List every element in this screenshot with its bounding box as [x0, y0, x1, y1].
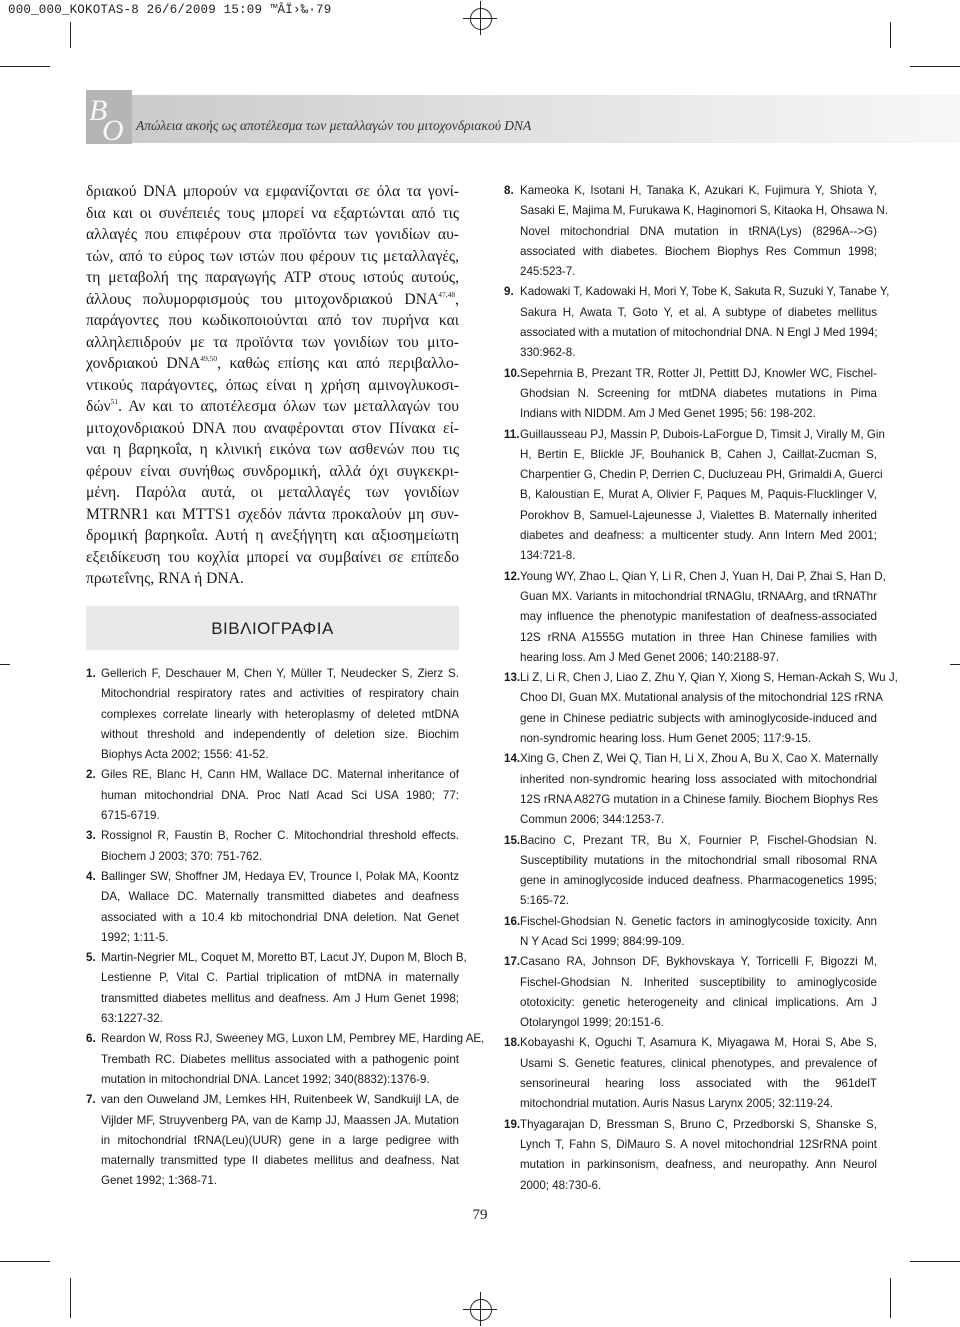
reference-line: Indians with NIDDM. Am J Med Genet 1995; 56: 198-202. — [520, 407, 816, 421]
crop-mark — [890, 22, 891, 48]
reference-item — [504, 912, 877, 953]
reference-text — [101, 948, 467, 1029]
reference-text — [520, 952, 877, 1033]
reference-line: Charpentier G, Chedin P, Derrien C, Ducluzeau PH, Grimaldi A, Guerci — [520, 468, 883, 482]
reference-line: complexes correlate linearly with heteroplasmy of deleted mtDNA — [101, 707, 459, 721]
reference-line: Li Z, Li R, Chen J, Liao Z, Zhu Y, Qian Y, Xiong S, Heman-Ackah S, Wu J, — [520, 671, 898, 685]
reference-text — [520, 364, 877, 425]
reference-item — [504, 668, 898, 749]
reference-line: Sepehrnia B, Prezant TR, Rotter JI, Pettitt DJ, Knowler WC, Fischel- — [520, 366, 877, 380]
reference-number: 16. — [504, 914, 521, 928]
reference-line: Kadowaki T, Kadowaki H, Mori Y, Tobe K, Sakuta R, Suzuki Y, Tanabe Y, — [520, 285, 890, 299]
reference-line: Sasaki E, Majima M, Furukawa K, Haginomori S, Kitaoka H, Ohsawa N. — [520, 204, 888, 218]
reference-text — [101, 1029, 485, 1090]
reference-number: 19. — [504, 1117, 521, 1131]
reference-line: Xing G, Chen Z, Wei Q, Tian H, Li X, Zhou A, Bu X, Cao X. Maternally — [520, 752, 879, 766]
reference-line: Gellerich F, Deschauer M, Chen Y, Müller T, Neudecker S, Zierz S. — [101, 667, 459, 680]
reference-line: 63:1227-32. — [101, 1012, 163, 1026]
reference-item — [504, 952, 877, 1033]
reference-line: Bacino C, Prezant TR, Bu X, Fournier P, Fischel-Ghodsian N. — [520, 833, 877, 847]
reference-line: 6715-6719. — [101, 809, 160, 823]
crop-mark — [70, 1278, 71, 1318]
reference-line: 12S rRNA A1555G mutation in three Han Chinese families with — [520, 630, 877, 644]
reference-line: human mitochondrial DNA. Proc Natl Acad Sci USA 1980; 77: — [101, 788, 459, 802]
reference-item — [504, 1033, 877, 1114]
body-line: MTRNR1 και MTTS1 σχεδόν πάντα προκαλούν μη συν- — [86, 505, 459, 523]
reference-line: Novel mitochondrial DNA mutation in tRNA(Lys) (8296A-->G) — [520, 224, 877, 238]
crop-mark — [0, 66, 50, 67]
reference-text — [520, 181, 888, 282]
reference-line: Thyagarajan D, Bressman S, Bruno C, Przedborski S, Shanske S, — [520, 1117, 877, 1131]
body-line: αλληλεπιδρούν με τα προϊόντα των γονιδίων του μιτο- — [86, 333, 459, 351]
body-line: τών, από το εύρος των ιστών που φέρουν τις μεταλλαγές, — [86, 247, 459, 265]
reference-line: 12S rRNA A827G mutation in a Chinese family. Biochem Biophys Res — [520, 792, 879, 806]
reference-number: 6. — [86, 1032, 96, 1046]
reference-line: 330:962-8. — [520, 346, 576, 360]
journal-logo-icon — [86, 90, 132, 144]
reference-line: Otolaryngol 1999; 20:151-6. — [520, 1016, 664, 1030]
reference-line: Mitochondrial respiratory rates and activities of respiratory chain — [101, 687, 459, 701]
reference-line: 2000; 48:730-6. — [520, 1178, 602, 1192]
reference-line: 134:721-8. — [520, 549, 576, 563]
reference-item — [504, 425, 885, 567]
body-line: πρωτεΐνης, RNA ή DNA. — [86, 570, 244, 587]
reference-item — [86, 765, 459, 826]
reference-line: mutation in parkinsonism, deafness, and neuropathy. Ann Neurol — [520, 1158, 877, 1172]
reference-line: Guan MX. Variants in mitochondrial tRNAGlu, tRNAArg, and tRNAThr — [520, 589, 877, 603]
reference-line: gene in aminoglycoside induced deafness. Pharmacogenetics 1995; — [520, 874, 877, 888]
reference-item — [86, 664, 459, 765]
reference-number: 10. — [504, 366, 521, 380]
reference-line: N Y Acad Sci 1999; 884:99-109. — [520, 934, 685, 948]
reference-line: Martin-Negrier ML, Coquet M, Moretto BT, Lacut JY, Dupon M, Bloch B, — [101, 951, 467, 965]
reference-list-left — [86, 664, 485, 1192]
reference-line: van den Ouweland JM, Lemkes HH, Ruitenbeek W, Sandkuijl LA, de — [101, 1093, 459, 1107]
reference-line: B, Kaloustian E, Murat A, Olivier F, Paques M, Paquis-Flucklinger V, — [520, 488, 877, 502]
reference-line: transmitted diabetes mellitus and deafness. Am J Hum Genet 1998; — [101, 991, 459, 1005]
reference-line: non-syndromic hearing loss. Hum Genet 2005; 117:9-15. — [520, 732, 812, 746]
reference-item — [504, 749, 877, 830]
crop-mark — [70, 22, 71, 48]
crop-mark — [950, 664, 960, 665]
body-line: ναι η βαρηκοΐα, η κλινική εικόνα των ασθενών που τις — [86, 441, 459, 458]
body-text — [86, 181, 459, 590]
reference-line: Genet 1992; 1:368-71. — [101, 1174, 218, 1188]
reference-text — [520, 1115, 877, 1196]
body-line: φέρουν είναι συνήθως συνδρομική, αλλά όχι συγκεκρι- — [86, 462, 459, 480]
body-line: δια και οι συνέπειές τους μπορεί να εξαρτώνται από τις — [86, 204, 459, 222]
reference-number: 5. — [86, 951, 96, 965]
reference-line: 5:165-72. — [520, 894, 569, 908]
reference-line: Fischel-Ghodsian N. Genetic factors in aminoglycoside toxicity. Ann — [520, 914, 877, 928]
reference-line: Young WY, Zhao L, Qian Y, Li R, Chen J, Yuan H, Dai P, Zhai S, Han D, — [520, 569, 886, 583]
reference-line: may influence the phenotypic manifestation of deafness-associated — [520, 610, 877, 624]
reference-line: Lynch T, Fahn S, DiMauro S. A novel mitochondrial 12SrRNA point — [520, 1137, 877, 1151]
reference-line: Lestienne P, Vital C. Partial triplication of mtDNA in maternally — [101, 971, 459, 985]
print-slug: 000_000_KOKOTAS-8 26/6/2009 15:09 ™ÂÏ›‰·79 — [8, 3, 332, 17]
body-line: δριακού DNA μπορούν να εμφανίζονται σε όλα τα γονί- — [86, 183, 459, 200]
reference-item — [86, 867, 459, 948]
body-line: ντικούς παράγοντες, όπως είναι η χρήση αμινογλυκοσι- — [86, 376, 459, 394]
reference-item — [504, 567, 886, 668]
reference-item — [86, 1029, 485, 1090]
reference-text — [520, 282, 890, 363]
reference-line: associated with diabetes. Biochem Biophys Res Commun 1998; — [520, 244, 877, 258]
citation-sup: 51 — [110, 397, 119, 406]
body-line: μιτοχονδριακού DNA που αναφέρονται στον Πίνακα εί- — [86, 419, 459, 437]
svg-text:O: O — [102, 114, 124, 144]
body-line: παράγοντες που κωδικοποιούνται από τον πυρήνα και — [86, 312, 459, 329]
reference-line: sensorineural hearing loss associated with the 961delT — [520, 1077, 877, 1091]
reference-line: Reardon W, Ross RJ, Sweeney MG, Luxon LM, Pembrey ME, Harding AE, — [101, 1032, 485, 1046]
reference-line: mutation in mitochondrial DNA. Lancet 1992; 340(8832):1376-9. — [101, 1072, 430, 1086]
reference-text — [520, 1033, 877, 1114]
reference-text — [520, 668, 898, 749]
reference-line: Biophys Acta 2002; 1556: 41-52. — [101, 748, 269, 762]
reference-line: hearing loss. Am J Med Genet 2006; 140:2188-97. — [520, 650, 780, 664]
registration-mark-bottom — [463, 1292, 497, 1326]
reference-line: Ballinger SW, Shoffner JM, Hedaya EV, Trounce I, Polak MA, Koontz — [101, 869, 459, 883]
reference-line: H, Bertin E, Blickle JF, Bouhanick B, Cahen J, Caillat-Zucman S, — [520, 447, 877, 461]
reference-item — [504, 181, 888, 282]
reference-number: 7. — [86, 1093, 96, 1107]
reference-line: Porokhov B, Samuel-Lajeunesse J, Vialettes B. Maternally inherited — [520, 508, 877, 522]
reference-line: Vijlder MF, Struyvenberg PA, van de Kamp JJ, Maassen JA. Mutation — [101, 1113, 459, 1127]
reference-line: associated with a 10.4 kb mitochondrial DNA deletion. Nat Genet — [101, 910, 459, 924]
reference-line: inherited non-syndromic hearing loss associated with mitochondrial — [520, 772, 877, 786]
body-line: μένη. Παρόλα αυτά, οι μεταλλαγές των γονιδίων — [86, 484, 459, 501]
reference-text — [101, 664, 459, 765]
reference-text — [520, 831, 877, 912]
body-line: δρομική βαρηκοΐα. Αυτή η ανεξήγητη και αξιοσημείωτη — [86, 527, 459, 544]
reference-number: 12. — [504, 569, 521, 583]
reference-text — [520, 749, 877, 830]
reference-number: 14. — [504, 752, 521, 766]
reference-item — [504, 1115, 877, 1196]
reference-number: 9. — [504, 285, 514, 299]
page-number: 79 — [472, 1207, 488, 1223]
registration-mark-top — [463, 1, 497, 35]
body-line: τη μεταβολή της παραγωγής ATP στους ιστούς αυτούς, — [86, 269, 459, 286]
reference-item — [86, 1090, 459, 1191]
body-line: εξειδίκευση του κοχλία μπορεί να συμβαίνει σε επίπεδο — [86, 548, 459, 566]
reference-line: ototoxicity: genetic heterogeneity and clinical implications. Am J — [520, 995, 877, 1009]
reference-text — [520, 567, 886, 668]
reference-number: 8. — [504, 184, 514, 197]
reference-text — [520, 912, 877, 953]
reference-line: Kobayashi K, Oguchi T, Asamura K, Miyagawa M, Horai S, Abe S, — [520, 1036, 877, 1050]
reference-number: 11. — [504, 427, 520, 441]
crop-mark — [890, 1278, 891, 1318]
body-line: αλλαγές που επιφέρουν στα προϊόντα των γονιδίων αυ- — [86, 226, 459, 243]
reference-number: 18. — [504, 1036, 521, 1050]
reference-line: 1992; 1:11-5. — [101, 930, 169, 944]
reference-line: Commun 2006; 344:1253-7. — [520, 813, 665, 827]
reference-line: associated with a mutation of mitochondrial DNA. N Engl J Med 1994; — [520, 326, 878, 340]
reference-line: 245:523-7. — [520, 265, 576, 279]
reference-item — [504, 282, 890, 363]
reference-line: Kameoka K, Isotani H, Tanaka K, Azukari K, Fujimura Y, Shiota Y, — [520, 184, 877, 197]
reference-line: Susceptibility mutations in the mitochondrial small ribosomal RNA — [520, 853, 877, 867]
citation-sup: 47,48 — [438, 289, 456, 299]
reference-number: 3. — [86, 829, 96, 843]
reference-line: Guillausseau PJ, Massin P, Dubois-LaForgue D, Timsit J, Virally M, Gin — [520, 427, 885, 441]
reference-item — [504, 831, 877, 912]
crop-mark — [910, 1261, 960, 1262]
reference-number: 17. — [504, 955, 521, 969]
reference-number: 13. — [504, 671, 521, 685]
reference-line: Casano RA, Johnson DF, Bykhovskaya Y, Torricelli F, Bigozzi M, — [520, 955, 877, 969]
reference-item — [86, 826, 459, 867]
reference-line: diabetes and deafness: a multicenter study. Ann Intern Med 2001; — [520, 529, 877, 543]
crop-mark — [910, 66, 960, 67]
reference-line: maternally transmitted type II diabetes mellitus and deafness. Nat — [101, 1154, 459, 1168]
reference-line: in mitochondrial tRNA(Leu)(UUR) gene in a large pedigree with — [101, 1133, 459, 1147]
citation-sup: 49,50 — [200, 354, 218, 363]
reference-text — [101, 826, 459, 867]
body-line: άλλους πολυμορφισμούς του μιτοχονδριακού DNA$^{47,48}$, — [86, 289, 459, 308]
reference-line: without threshold and independently of deletion size. Biochim — [101, 727, 459, 741]
reference-line: Giles RE, Blanc H, Cann HM, Wallace DC. Maternal inheritance of — [101, 768, 459, 782]
reference-line: Fischel-Ghodsian N. Inherited susceptibility to aminoglycoside — [520, 975, 877, 989]
reference-line: Rossignol R, Faustin B, Rocher C. Mitochondrial threshold effects. — [101, 829, 459, 843]
bibliography-heading-box — [86, 606, 459, 650]
reference-line: Usami S. Genetic features, clinical phenotypes, and prevalence of — [520, 1056, 877, 1070]
reference-number: 15. — [504, 833, 521, 847]
reference-text — [101, 867, 459, 948]
reference-list-right — [504, 181, 898, 1196]
reference-line: mitochondrial mutation. Auris Nasus Larynx 2005; 32:119-24. — [520, 1097, 833, 1111]
reference-line: gene in Chinese pediatric subjects with aminoglycoside-induced and — [520, 711, 877, 725]
body-line: χονδριακού DNA$^{49,50}$, καθώς επίσης και από περιβαλλο- — [86, 354, 459, 372]
reference-line: Choo DI, Guan MX. Mutational analysis of the mitochondrial 12S rRNA — [520, 691, 883, 705]
reference-text — [520, 425, 885, 567]
running-head: Απώλεια ακοής ως αποτέλεσμα των μεταλλαγών του μιτοχονδριακού DNA — [136, 118, 532, 133]
reference-item — [86, 948, 467, 1029]
reference-line: DA, Wallace DC. Maternally transmitted diabetes and deafness — [101, 890, 459, 904]
crop-mark — [0, 1261, 50, 1262]
reference-line: Trembath RC. Diabetes mellitus associated with a pathogenic point — [101, 1052, 459, 1066]
reference-number: 4. — [86, 869, 96, 883]
body-line: δών$^{51}$. Αν και το αποτέλεσμα όλων των μεταλλαγών του — [86, 397, 459, 415]
reference-number: 1. — [86, 667, 96, 680]
reference-line: Sakura H, Awata T, Goto Y, et al. A subtype of diabetes mellitus — [520, 305, 877, 319]
svg-text:B: B — [89, 94, 108, 127]
reference-line: Ghodsian N. Screening for mtDNA diabetes mutations in Pima — [520, 386, 877, 400]
crop-mark — [0, 664, 10, 665]
reference-text — [101, 765, 459, 826]
reference-line: Biochem J 2003; 370: 751-762. — [101, 849, 263, 863]
reference-number: 2. — [86, 768, 96, 782]
reference-item — [504, 364, 877, 425]
bibliography-title: ΒΙΒΛΙΟΓΡΑΦΙΑ — [211, 619, 334, 638]
reference-text — [101, 1090, 459, 1191]
